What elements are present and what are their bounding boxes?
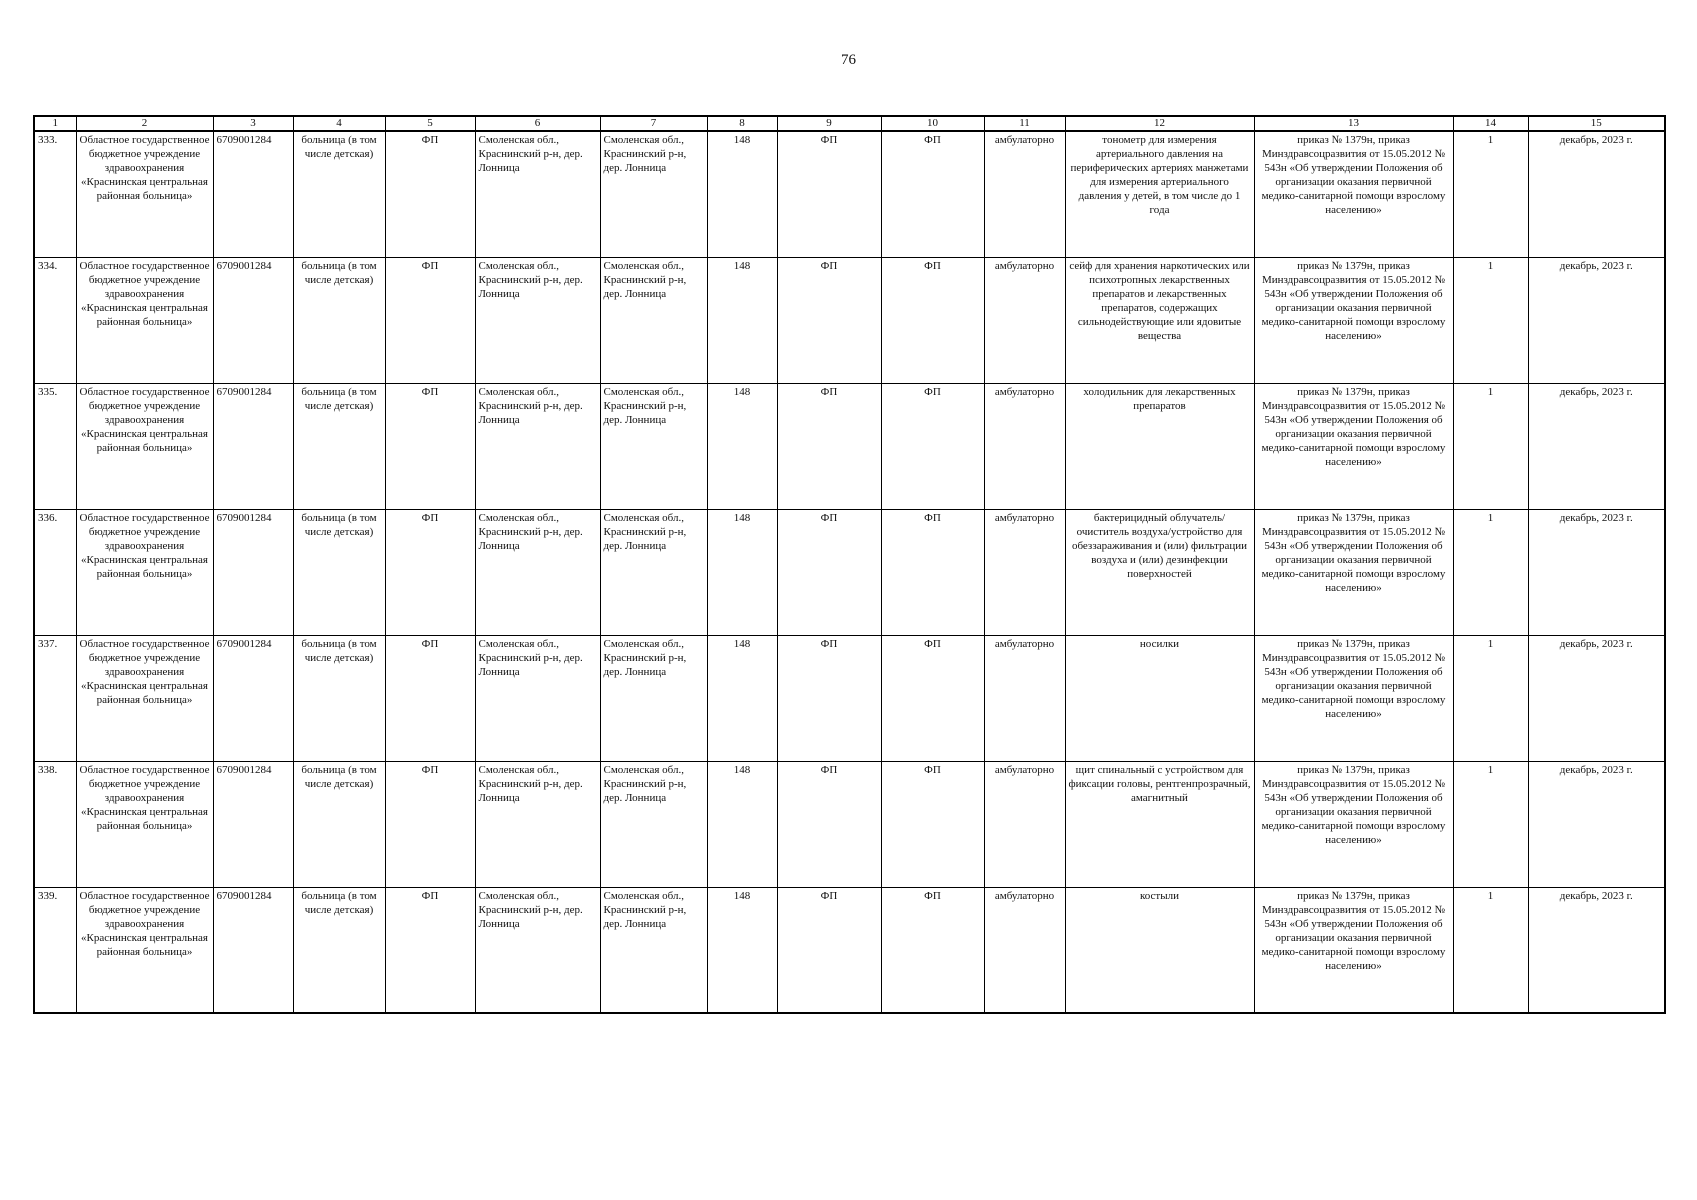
- legal-basis: приказ № 1379н, приказ Минздравсоцразвития от 15.05.2012 № 543н «Об утверждении Положения об организации оказания первичной медико-санитарной помощи взрослому населению»: [1254, 257, 1453, 383]
- quantity: 1: [1453, 131, 1528, 257]
- inn-code: 6709001284: [213, 509, 293, 635]
- institution-name: Областное государственное бюджетное учреждение здравоохранения «Краснинская центральная районная больница»: [76, 887, 213, 1013]
- actual-address: Смоленская обл., Краснинский р-н, дер. Лонница: [600, 887, 707, 1013]
- col-10-value: ФП: [881, 761, 984, 887]
- table-row: [34, 257, 1665, 383]
- column-header-1: 1: [34, 116, 76, 131]
- inn-code: 6709001284: [213, 887, 293, 1013]
- table-row: [34, 131, 1665, 257]
- institution-type: больница (в том числе детская): [293, 383, 385, 509]
- quantity: 1: [1453, 635, 1528, 761]
- subdivision: ФП: [385, 887, 475, 1013]
- col-10-value: ФП: [881, 635, 984, 761]
- col-9-value: ФП: [777, 257, 881, 383]
- institution-type: больница (в том числе детская): [293, 635, 385, 761]
- column-header-2: 2: [76, 116, 213, 131]
- quantity: 1: [1453, 761, 1528, 887]
- legal-basis: приказ № 1379н, приказ Минздравсоцразвития от 15.05.2012 № 543н «Об утверждении Положения об организации оказания первичной медико-санитарной помощи взрослому населению»: [1254, 383, 1453, 509]
- legal-basis: приказ № 1379н, приказ Минздравсоцразвития от 15.05.2012 № 543н «Об утверждении Положения об организации оказания первичной медико-санитарной помощи взрослому населению»: [1254, 509, 1453, 635]
- column-header-14: 14: [1453, 116, 1528, 131]
- care-form: амбулаторно: [984, 887, 1065, 1013]
- population: 148: [707, 509, 777, 635]
- legal-basis: приказ № 1379н, приказ Минздравсоцразвития от 15.05.2012 № 543н «Об утверждении Положения об организации оказания первичной медико-санитарной помощи взрослому населению»: [1254, 887, 1453, 1013]
- population: 148: [707, 635, 777, 761]
- column-header-15: 15: [1528, 116, 1665, 131]
- care-form: амбулаторно: [984, 509, 1065, 635]
- row-number: 333.: [34, 131, 76, 257]
- legal-basis: приказ № 1379н, приказ Минздравсоцразвития от 15.05.2012 № 543н «Об утверждении Положения об организации оказания первичной медико-санитарной помощи взрослому населению»: [1254, 131, 1453, 257]
- legal-address: Смоленская обл., Краснинский р-н, дер. Лонница: [475, 131, 600, 257]
- col-10-value: ФП: [881, 887, 984, 1013]
- legal-address: Смоленская обл., Краснинский р-н, дер. Лонница: [475, 635, 600, 761]
- table-row: [34, 509, 1665, 635]
- column-header-13: 13: [1254, 116, 1453, 131]
- row-number: 339.: [34, 887, 76, 1013]
- population: 148: [707, 257, 777, 383]
- legal-basis: приказ № 1379н, приказ Минздравсоцразвития от 15.05.2012 № 543н «Об утверждении Положения об организации оказания первичной медико-санитарной помощи взрослому населению»: [1254, 761, 1453, 887]
- actual-address: Смоленская обл., Краснинский р-н, дер. Лонница: [600, 257, 707, 383]
- institution-name: Областное государственное бюджетное учреждение здравоохранения «Краснинская центральная районная больница»: [76, 257, 213, 383]
- institution-name: Областное государственное бюджетное учреждение здравоохранения «Краснинская центральная районная больница»: [76, 509, 213, 635]
- equipment-name: щит спинальный с устройством для фиксации головы, рентгенпрозрачный, амагнитный: [1065, 761, 1254, 887]
- col-9-value: ФП: [777, 509, 881, 635]
- deadline: декабрь, 2023 г.: [1528, 761, 1665, 887]
- table-row: [34, 761, 1665, 887]
- col-10-value: ФП: [881, 257, 984, 383]
- deadline: декабрь, 2023 г.: [1528, 383, 1665, 509]
- column-header-11: 11: [984, 116, 1065, 131]
- quantity: 1: [1453, 509, 1528, 635]
- col-9-value: ФП: [777, 383, 881, 509]
- equipment-name: носилки: [1065, 635, 1254, 761]
- institution-name: Областное государственное бюджетное учреждение здравоохранения «Краснинская центральная районная больница»: [76, 761, 213, 887]
- institution-name: Областное государственное бюджетное учреждение здравоохранения «Краснинская центральная районная больница»: [76, 131, 213, 257]
- population: 148: [707, 887, 777, 1013]
- institution-type: больница (в том числе детская): [293, 257, 385, 383]
- subdivision: ФП: [385, 761, 475, 887]
- col-9-value: ФП: [777, 887, 881, 1013]
- table-row: [34, 887, 1665, 1013]
- inn-code: 6709001284: [213, 383, 293, 509]
- deadline: декабрь, 2023 г.: [1528, 131, 1665, 257]
- equipment-name: холодильник для лекарственных препаратов: [1065, 383, 1254, 509]
- institution-type: больница (в том числе детская): [293, 509, 385, 635]
- legal-address: Смоленская обл., Краснинский р-н, дер. Лонница: [475, 761, 600, 887]
- equipment-name: бактерицидный облучатель/очиститель воздуха/устройство для обеззараживания и (или) фильтрации воздуха и (или) дезинфекции поверхностей: [1065, 509, 1254, 635]
- care-form: амбулаторно: [984, 761, 1065, 887]
- institution-type: больница (в том числе детская): [293, 887, 385, 1013]
- deadline: декабрь, 2023 г.: [1528, 635, 1665, 761]
- column-number-row: [34, 116, 1665, 131]
- col-9-value: ФП: [777, 131, 881, 257]
- subdivision: ФП: [385, 635, 475, 761]
- equipment-name: костыли: [1065, 887, 1254, 1013]
- quantity: 1: [1453, 887, 1528, 1013]
- equipment-name: тонометр для измерения артериального давления на периферических артериях манжетами для измерения артериального давления у детей, в том числе до 1 года: [1065, 131, 1254, 257]
- subdivision: ФП: [385, 257, 475, 383]
- column-header-3: 3: [213, 116, 293, 131]
- column-header-5: 5: [385, 116, 475, 131]
- column-header-8: 8: [707, 116, 777, 131]
- col-9-value: ФП: [777, 761, 881, 887]
- col-10-value: ФП: [881, 509, 984, 635]
- legal-basis: приказ № 1379н, приказ Минздравсоцразвития от 15.05.2012 № 543н «Об утверждении Положения об организации оказания первичной медико-санитарной помощи взрослому населению»: [1254, 635, 1453, 761]
- inn-code: 6709001284: [213, 131, 293, 257]
- legal-address: Смоленская обл., Краснинский р-н, дер. Лонница: [475, 383, 600, 509]
- row-number: 337.: [34, 635, 76, 761]
- subdivision: ФП: [385, 131, 475, 257]
- inn-code: 6709001284: [213, 635, 293, 761]
- care-form: амбулаторно: [984, 383, 1065, 509]
- deadline: декабрь, 2023 г.: [1528, 887, 1665, 1013]
- deadline: декабрь, 2023 г.: [1528, 257, 1665, 383]
- legal-address: Смоленская обл., Краснинский р-н, дер. Лонница: [475, 509, 600, 635]
- subdivision: ФП: [385, 509, 475, 635]
- care-form: амбулаторно: [984, 131, 1065, 257]
- legal-address: Смоленская обл., Краснинский р-н, дер. Лонница: [475, 257, 600, 383]
- quantity: 1: [1453, 257, 1528, 383]
- institution-name: Областное государственное бюджетное учреждение здравоохранения «Краснинская центральная районная больница»: [76, 635, 213, 761]
- table-row: [34, 383, 1665, 509]
- subdivision: ФП: [385, 383, 475, 509]
- equipment-name: сейф для хранения наркотических или психотропных лекарственных препаратов и лекарственных препаратов, содержащих сильнодействующие или ядовитые вещества: [1065, 257, 1254, 383]
- col-10-value: ФП: [881, 383, 984, 509]
- actual-address: Смоленская обл., Краснинский р-н, дер. Лонница: [600, 383, 707, 509]
- care-form: амбулаторно: [984, 635, 1065, 761]
- quantity: 1: [1453, 383, 1528, 509]
- inn-code: 6709001284: [213, 257, 293, 383]
- inn-code: 6709001284: [213, 761, 293, 887]
- table-row: [34, 635, 1665, 761]
- column-header-9: 9: [777, 116, 881, 131]
- column-header-6: 6: [475, 116, 600, 131]
- column-header-7: 7: [600, 116, 707, 131]
- page-number: 76: [841, 52, 856, 68]
- row-number: 336.: [34, 509, 76, 635]
- institution-name: Областное государственное бюджетное учреждение здравоохранения «Краснинская центральная районная больница»: [76, 383, 213, 509]
- actual-address: Смоленская обл., Краснинский р-н, дер. Лонница: [600, 131, 707, 257]
- institution-type: больница (в том числе детская): [293, 131, 385, 257]
- equipment-register-table: [33, 115, 1666, 1014]
- population: 148: [707, 761, 777, 887]
- institution-type: больница (в том числе детская): [293, 761, 385, 887]
- row-number: 335.: [34, 383, 76, 509]
- column-header-12: 12: [1065, 116, 1254, 131]
- actual-address: Смоленская обл., Краснинский р-н, дер. Лонница: [600, 635, 707, 761]
- population: 148: [707, 383, 777, 509]
- column-header-4: 4: [293, 116, 385, 131]
- care-form: амбулаторно: [984, 257, 1065, 383]
- population: 148: [707, 131, 777, 257]
- col-10-value: ФП: [881, 131, 984, 257]
- column-header-10: 10: [881, 116, 984, 131]
- row-number: 334.: [34, 257, 76, 383]
- col-9-value: ФП: [777, 635, 881, 761]
- legal-address: Смоленская обл., Краснинский р-н, дер. Лонница: [475, 887, 600, 1013]
- deadline: декабрь, 2023 г.: [1528, 509, 1665, 635]
- actual-address: Смоленская обл., Краснинский р-н, дер. Лонница: [600, 509, 707, 635]
- actual-address: Смоленская обл., Краснинский р-н, дер. Лонница: [600, 761, 707, 887]
- row-number: 338.: [34, 761, 76, 887]
